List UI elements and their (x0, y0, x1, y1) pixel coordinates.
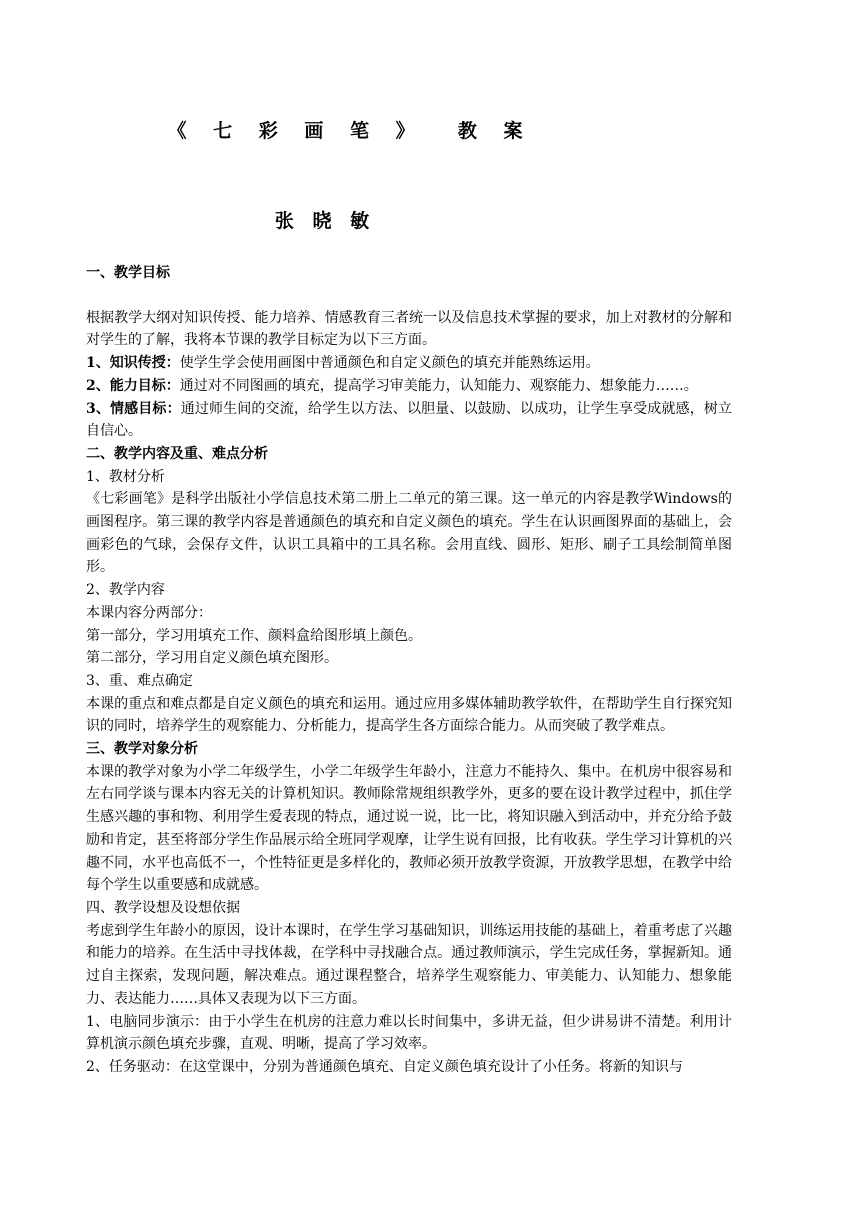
document-title: 《 七 彩 画 笔 》 教 案 (167, 120, 533, 142)
section-heading-content: 二、教学内容及重、难点分析 (86, 445, 268, 462)
design-item: 2、任务驱动：在这堂课中，分别为普通颜色填充、自定义颜色填充设计了小任务。将新的知识与 (86, 1058, 683, 1075)
subheading-textbook-analysis: 1、教材分析 (86, 468, 165, 485)
subheading-teaching-content: 2、教学内容 (86, 582, 165, 599)
goal-emotion-text: 通过师生间的交流，给学生以方法、以胆量、以鼓励、以成功，让学生享受成就感，树立自信心。 (86, 400, 732, 440)
subheading-key-points: 3、重、难点确定 (86, 672, 193, 689)
goal-emotion (86, 398, 732, 443)
section-heading-audience: 三、教学对象分析 (86, 741, 198, 758)
teaching-content-line: 本课内容分两部分： (86, 604, 212, 621)
spacer (86, 285, 732, 307)
goal-ability (86, 375, 732, 398)
section-heading-design: 四、教学设想及设想依据 (86, 899, 240, 916)
goal-emotion-label: 3、情感目标： (86, 400, 181, 417)
key-points-text: 本课的重点和难点都是自定义颜色的填充和运用。通过应用多媒体辅助教学软件，在帮助学生自行探究知识的同时，培养学生的观察能力、分析能力，提高学生各方面综合能力。从而突破了教学难点。 (86, 695, 732, 735)
objectives-intro: 根据教学大纲对知识传授、能力培养、情感教育三者统一以及信息技术掌握的要求，加上对教材的分解和对学生的了解，我将本节课的教学目标定为以下三方面。 (86, 309, 732, 349)
document-author: 张 晓 敏 (274, 210, 376, 232)
audience-text: 本课的教学对象为小学二年级学生，小学二年级学生年龄小，注意力不能持久、集中。在机房中很容易和左右同学谈与课本内容无关的计算机知识。教师除常规组织教学外，更多的要在设计教学过程中，抓住学生感兴趣的事和物、利用学生爱表现的特点，通过说一说，比一比，将知识融入到活动中，并充分给予鼓励和肯定，甚至将部分学生作品展示给全班同学观摩，让学生说有回报，比有收获。学生学习计算机的兴趣不同，水平也高低不一，个性特征更是多样化的，教师必须开放教学资源，开放教学思想，在教学中给每个学生以重要感和成就感。 (86, 763, 732, 894)
teaching-content-line: 第二部分，学习用自定义颜色填充图形。 (86, 650, 338, 667)
teaching-content-line: 第一部分，学习用填充工作、颜料盒给图形填上颜色。 (86, 627, 422, 644)
design-text: 考虑到学生年龄小的原因，设计本课时，在学生学习基础知识，训练运用技能的基础上，着重考虑了兴趣和能力的培养。在生活中寻找体裁，在学科中寻找融合点。通过教师演示，学生完成任务，掌握新知。通过自主探索，发现问题，解决难点。通过课程整合，培养学生观察能力、审美能力、认知能力、想象能力、表达能力……具体又表现为以下三方面。 (86, 922, 732, 1007)
goal-ability-text: 通过对不同图画的填充，提高学习审美能力，认知能力、观察能力、想象能力……。 (179, 377, 698, 394)
goal-knowledge (86, 352, 732, 375)
section-heading-objectives: 一、教学目标 (86, 265, 170, 281)
goal-knowledge-label: 1、知识传授： (86, 355, 180, 372)
goal-knowledge-text: 使学生学会使用画图中普通颜色和自定义颜色的填充并能熟练运用。 (179, 355, 600, 372)
textbook-analysis-text: 《七彩画笔》是科学出版社小学信息技术第二册上二单元的第三课。这一单元的内容是教学Windows的画图程序。第三课的教学内容是普通颜色的填充和自定义颜色的填充。学生在认识画图界面的基础上，会画彩色的气球，会保存文件，认识工具箱中的工具名称。会用直线、圆形、矩形、刷子工具绘制简单图形。 (86, 491, 732, 576)
document-body (86, 262, 732, 1079)
goal-ability-label: 2、能力目标： (86, 377, 180, 394)
design-item: 1、电脑同步演示：由于小学生在机房的注意力难以长时间集中，多讲无益，但少讲易讲不清楚。利用计算机演示颜色填充步骤，直观、明晰，提高了学习效率。 (86, 1013, 732, 1053)
